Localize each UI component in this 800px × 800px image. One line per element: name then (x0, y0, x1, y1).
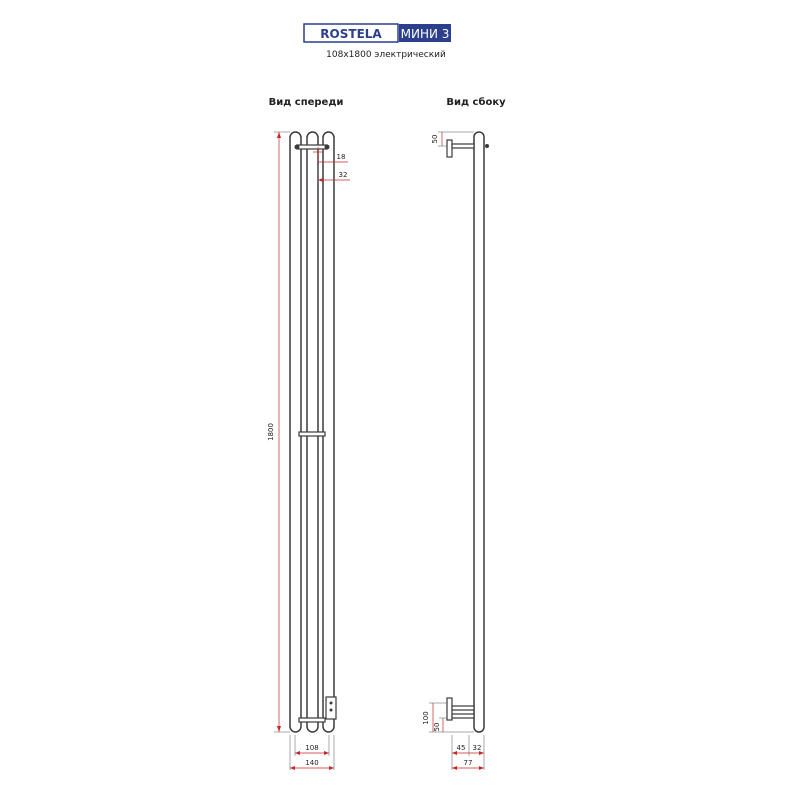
side-top-value: 50 (431, 134, 439, 144)
side-bottom-100-value: 100 (422, 711, 430, 725)
pipe-spacing-value: 32 (338, 171, 348, 179)
side-bottom-50-value: 50 (433, 722, 441, 732)
side-view (422, 132, 489, 770)
side-pipe (474, 132, 484, 732)
side-view-title: Вид сбоку (446, 97, 506, 108)
middle-connector (299, 432, 325, 436)
brand-logo (304, 24, 398, 42)
mount-hole-left (295, 145, 300, 150)
height-value: 1800 (267, 423, 275, 441)
width-outer-value: 140 (305, 759, 319, 767)
bottom-connector (299, 718, 325, 722)
top-connector (297, 145, 327, 149)
top-wall-plate (447, 140, 452, 157)
pipe-diameter-value: 18 (336, 153, 346, 161)
front-view-title: Вид спереди (268, 97, 344, 108)
model-badge (399, 24, 451, 42)
product-subtitle: 108x1800 электрический (326, 50, 446, 60)
top-bracket-arm (452, 144, 474, 148)
bottom-wall-plate (447, 698, 452, 720)
side-77-value: 77 (463, 759, 473, 767)
front-view (267, 132, 350, 770)
mount-hole-right (325, 145, 330, 150)
bottom-bracket-arm (452, 706, 474, 710)
model-name: МИНИ 3 (400, 27, 450, 41)
side-45-value: 45 (456, 744, 466, 752)
heater-box (326, 697, 336, 719)
brand-name: ROSTELA (320, 27, 382, 41)
side-32-value: 32 (472, 744, 482, 752)
width-inner-value: 108 (305, 744, 319, 752)
heater-side (452, 714, 474, 718)
